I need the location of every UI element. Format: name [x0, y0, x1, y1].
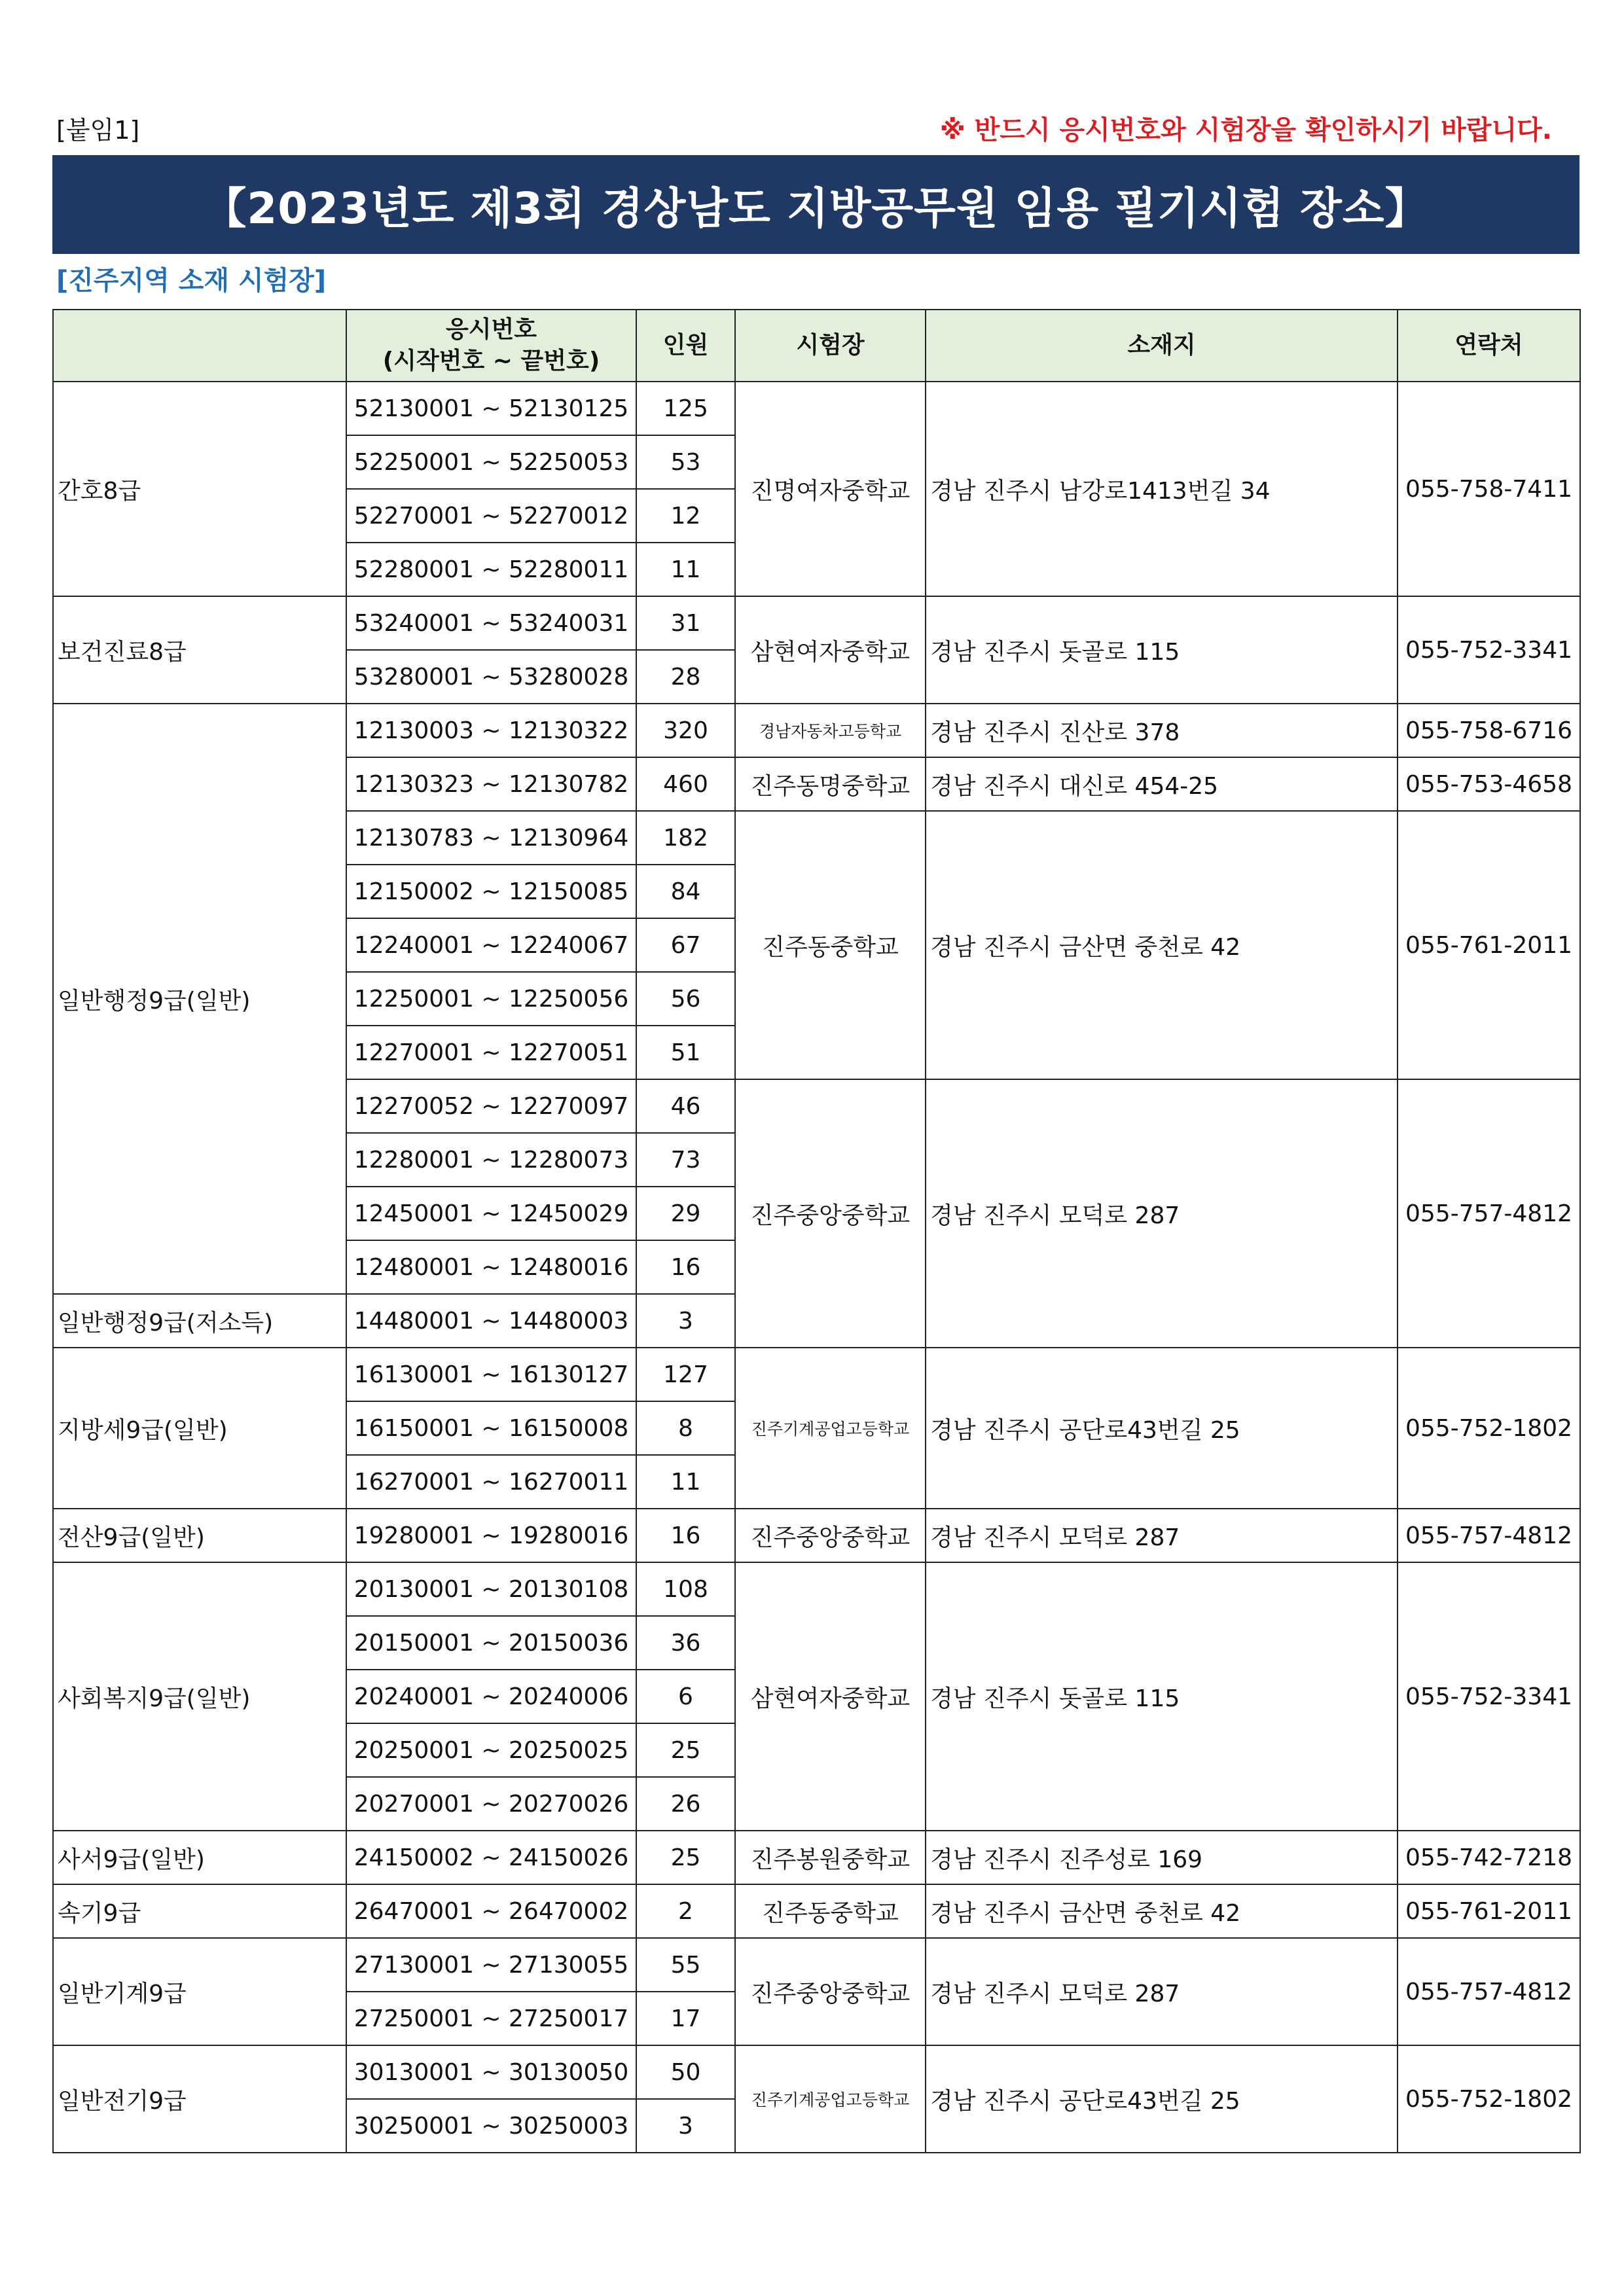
- venue-address: 경남 진주시 진산로 378: [926, 704, 1398, 757]
- applicant-count: 127: [636, 1348, 735, 1401]
- venue-contact: 055-752-3341: [1398, 1562, 1580, 1831]
- exam-number-range: 20270001 ~ 20270026: [346, 1777, 636, 1831]
- applicant-count: 3: [636, 2099, 735, 2153]
- table-row: [53, 382, 1580, 435]
- applicant-count: 51: [636, 1026, 735, 1079]
- venue-address: 경남 진주시 모덕로 287: [926, 1509, 1398, 1562]
- header-address: 소재지: [926, 310, 1398, 382]
- applicant-count: 182: [636, 811, 735, 865]
- applicant-count: 6: [636, 1670, 735, 1723]
- venue-address: 경남 진주시 대신로 454-25: [926, 757, 1398, 811]
- table-row: [53, 1884, 1580, 1938]
- exam-number-range: 52280001 ~ 52280011: [346, 543, 636, 596]
- applicant-count: 67: [636, 918, 735, 972]
- exam-number-range: 20150001 ~ 20150036: [346, 1616, 636, 1670]
- applicant-count: 25: [636, 1723, 735, 1777]
- venue-contact: 055-758-7411: [1398, 382, 1580, 596]
- venue-contact: 055-757-4812: [1398, 1938, 1580, 2045]
- exam-number-range: 12270052 ~ 12270097: [346, 1079, 636, 1133]
- venue-contact: 055-742-7218: [1398, 1831, 1580, 1884]
- table-row: [53, 2045, 1580, 2099]
- venue-contact: 055-758-6716: [1398, 704, 1580, 757]
- category-cell: 간호8급: [53, 382, 346, 596]
- venue-name: 진주중앙중학교: [735, 1938, 926, 2045]
- category-cell: 지방세9급(일반): [53, 1348, 346, 1509]
- category-cell: 일반행정9급(일반): [53, 704, 346, 1294]
- exam-number-range: 20240001 ~ 20240006: [346, 1670, 636, 1723]
- exam-number-range: 52250001 ~ 52250053: [346, 435, 636, 489]
- applicant-count: 16: [636, 1509, 735, 1562]
- venue-contact: 055-752-1802: [1398, 2045, 1580, 2153]
- exam-number-range: 16130001 ~ 16130127: [346, 1348, 636, 1401]
- venue-contact: 055-752-1802: [1398, 1348, 1580, 1509]
- venue-contact: 055-752-3341: [1398, 596, 1580, 704]
- venue-name: 진주동중학교: [735, 1884, 926, 1938]
- exam-number-range: 12250001 ~ 12250056: [346, 972, 636, 1026]
- header-number-line2: (시작번호 ~ 끝번호): [382, 348, 600, 374]
- exam-number-range: 27130001 ~ 27130055: [346, 1938, 636, 1992]
- header-contact: 연락처: [1398, 310, 1580, 382]
- exam-number-range: 53280001 ~ 53280028: [346, 650, 636, 704]
- table-row: [53, 1831, 1580, 1884]
- applicant-count: 3: [636, 1294, 735, 1348]
- exam-number-range: 26470001 ~ 26470002: [346, 1884, 636, 1938]
- table-row: [53, 1348, 1580, 1401]
- exam-number-range: 52270001 ~ 52270012: [346, 489, 636, 543]
- exam-number-range: 27250001 ~ 27250017: [346, 1992, 636, 2045]
- exam-number-range: 12280001 ~ 12280073: [346, 1133, 636, 1187]
- exam-number-range: 12480001 ~ 12480016: [346, 1240, 636, 1294]
- venue-name: 진명여자중학교: [735, 382, 926, 596]
- category-cell: 일반행정9급(저소득): [53, 1294, 346, 1348]
- exam-number-range: 14480001 ~ 14480003: [346, 1294, 636, 1348]
- venue-address: 경남 진주시 금산면 중천로 42: [926, 1884, 1398, 1938]
- category-cell: 일반기계9급: [53, 1938, 346, 2045]
- venue-address: 경남 진주시 모덕로 287: [926, 1079, 1398, 1348]
- applicant-count: 28: [636, 650, 735, 704]
- table-header-row: [53, 310, 1580, 382]
- exam-number-range: 52130001 ~ 52130125: [346, 382, 636, 435]
- table-row: [53, 1509, 1580, 1562]
- venue-name: 경남자동차고등학교: [735, 704, 926, 757]
- table-row: [53, 704, 1580, 757]
- category-cell: 보건진료8급: [53, 596, 346, 704]
- venue-name: 진주기계공업고등학교: [735, 1348, 926, 1509]
- category-cell: 사서9급(일반): [53, 1831, 346, 1884]
- applicant-count: 2: [636, 1884, 735, 1938]
- applicant-count: 56: [636, 972, 735, 1026]
- applicant-count: 26: [636, 1777, 735, 1831]
- header-category: [53, 310, 346, 382]
- venue-address: 경남 진주시 모덕로 287: [926, 1938, 1398, 2045]
- applicant-count: 11: [636, 1455, 735, 1509]
- venue-name: 삼현여자중학교: [735, 596, 926, 704]
- applicant-count: 125: [636, 382, 735, 435]
- exam-number-range: 12130003 ~ 12130322: [346, 704, 636, 757]
- applicant-count: 31: [636, 596, 735, 650]
- venue-address: 경남 진주시 남강로1413번길 34: [926, 382, 1398, 596]
- notice-text: ※ 반드시 응시번호와 시험장을 확인하시기 바랍니다.: [939, 115, 1552, 145]
- applicant-count: 53: [636, 435, 735, 489]
- attachment-label: [붙임1]: [56, 116, 140, 145]
- applicant-count: 29: [636, 1187, 735, 1240]
- exam-number-range: 12130783 ~ 12130964: [346, 811, 636, 865]
- exam-number-range: 30250001 ~ 30250003: [346, 2099, 636, 2153]
- exam-number-range: 20130001 ~ 20130108: [346, 1562, 636, 1616]
- venue-contact: 055-753-4658: [1398, 757, 1580, 811]
- applicant-count: 84: [636, 865, 735, 918]
- applicant-count: 108: [636, 1562, 735, 1616]
- exam-number-range: 12270001 ~ 12270051: [346, 1026, 636, 1079]
- header-exam-number: [346, 310, 636, 382]
- category-cell: 전산9급(일반): [53, 1509, 346, 1562]
- exam-number-range: 12240001 ~ 12240067: [346, 918, 636, 972]
- exam-number-range: 16150001 ~ 16150008: [346, 1401, 636, 1455]
- exam-location-table: [52, 309, 1581, 2153]
- table-row: [53, 1938, 1580, 1992]
- venue-contact: 055-761-2011: [1398, 811, 1580, 1079]
- header-number-line1: 응시번호: [445, 316, 537, 343]
- exam-number-range: 20250001 ~ 20250025: [346, 1723, 636, 1777]
- table-row: [53, 596, 1580, 650]
- venue-address: 경남 진주시 공단로43번길 25: [926, 2045, 1398, 2153]
- applicant-count: 320: [636, 704, 735, 757]
- applicant-count: 8: [636, 1401, 735, 1455]
- venue-name: 진주동명중학교: [735, 757, 926, 811]
- venue-address: 경남 진주시 공단로43번길 25: [926, 1348, 1398, 1509]
- header-venue: 시험장: [735, 310, 926, 382]
- applicant-count: 460: [636, 757, 735, 811]
- venue-contact: 055-757-4812: [1398, 1079, 1580, 1348]
- applicant-count: 17: [636, 1992, 735, 2045]
- exam-number-range: 12130323 ~ 12130782: [346, 757, 636, 811]
- venue-address: 경남 진주시 돗골로 115: [926, 1562, 1398, 1831]
- venue-address: 경남 진주시 돗골로 115: [926, 596, 1398, 704]
- applicant-count: 25: [636, 1831, 735, 1884]
- exam-number-range: 24150002 ~ 24150026: [346, 1831, 636, 1884]
- category-cell: 속기9급: [53, 1884, 346, 1938]
- venue-contact: 055-757-4812: [1398, 1509, 1580, 1562]
- applicant-count: 50: [636, 2045, 735, 2099]
- exam-number-range: 19280001 ~ 19280016: [346, 1509, 636, 1562]
- venue-address: 경남 진주시 금산면 중천로 42: [926, 811, 1398, 1079]
- venue-name: 진주중앙중학교: [735, 1509, 926, 1562]
- exam-number-range: 30130001 ~ 30130050: [346, 2045, 636, 2099]
- exam-number-range: 12450001 ~ 12450029: [346, 1187, 636, 1240]
- exam-number-range: 12150002 ~ 12150085: [346, 865, 636, 918]
- page-title: 【2023년도 제3회 경상남도 지방공무원 임용 필기시험 장소】: [52, 155, 1579, 254]
- region-label: [진주지역 소재 시험장]: [56, 266, 327, 296]
- venue-contact: 055-761-2011: [1398, 1884, 1580, 1938]
- venue-name: 진주중앙중학교: [735, 1079, 926, 1348]
- header-count: 인원: [636, 310, 735, 382]
- venue-address: 경남 진주시 진주성로 169: [926, 1831, 1398, 1884]
- venue-name: 진주동중학교: [735, 811, 926, 1079]
- applicant-count: 36: [636, 1616, 735, 1670]
- table-row: [53, 1562, 1580, 1616]
- exam-number-range: 16270001 ~ 16270011: [346, 1455, 636, 1509]
- applicant-count: 11: [636, 543, 735, 596]
- applicant-count: 12: [636, 489, 735, 543]
- venue-name: 삼현여자중학교: [735, 1562, 926, 1831]
- venue-name: 진주기계공업고등학교: [735, 2045, 926, 2153]
- exam-number-range: 53240001 ~ 53240031: [346, 596, 636, 650]
- applicant-count: 16: [636, 1240, 735, 1294]
- category-cell: 사회복지9급(일반): [53, 1562, 346, 1831]
- applicant-count: 73: [636, 1133, 735, 1187]
- venue-name: 진주봉원중학교: [735, 1831, 926, 1884]
- category-cell: 일반전기9급: [53, 2045, 346, 2153]
- applicant-count: 46: [636, 1079, 735, 1133]
- applicant-count: 55: [636, 1938, 735, 1992]
